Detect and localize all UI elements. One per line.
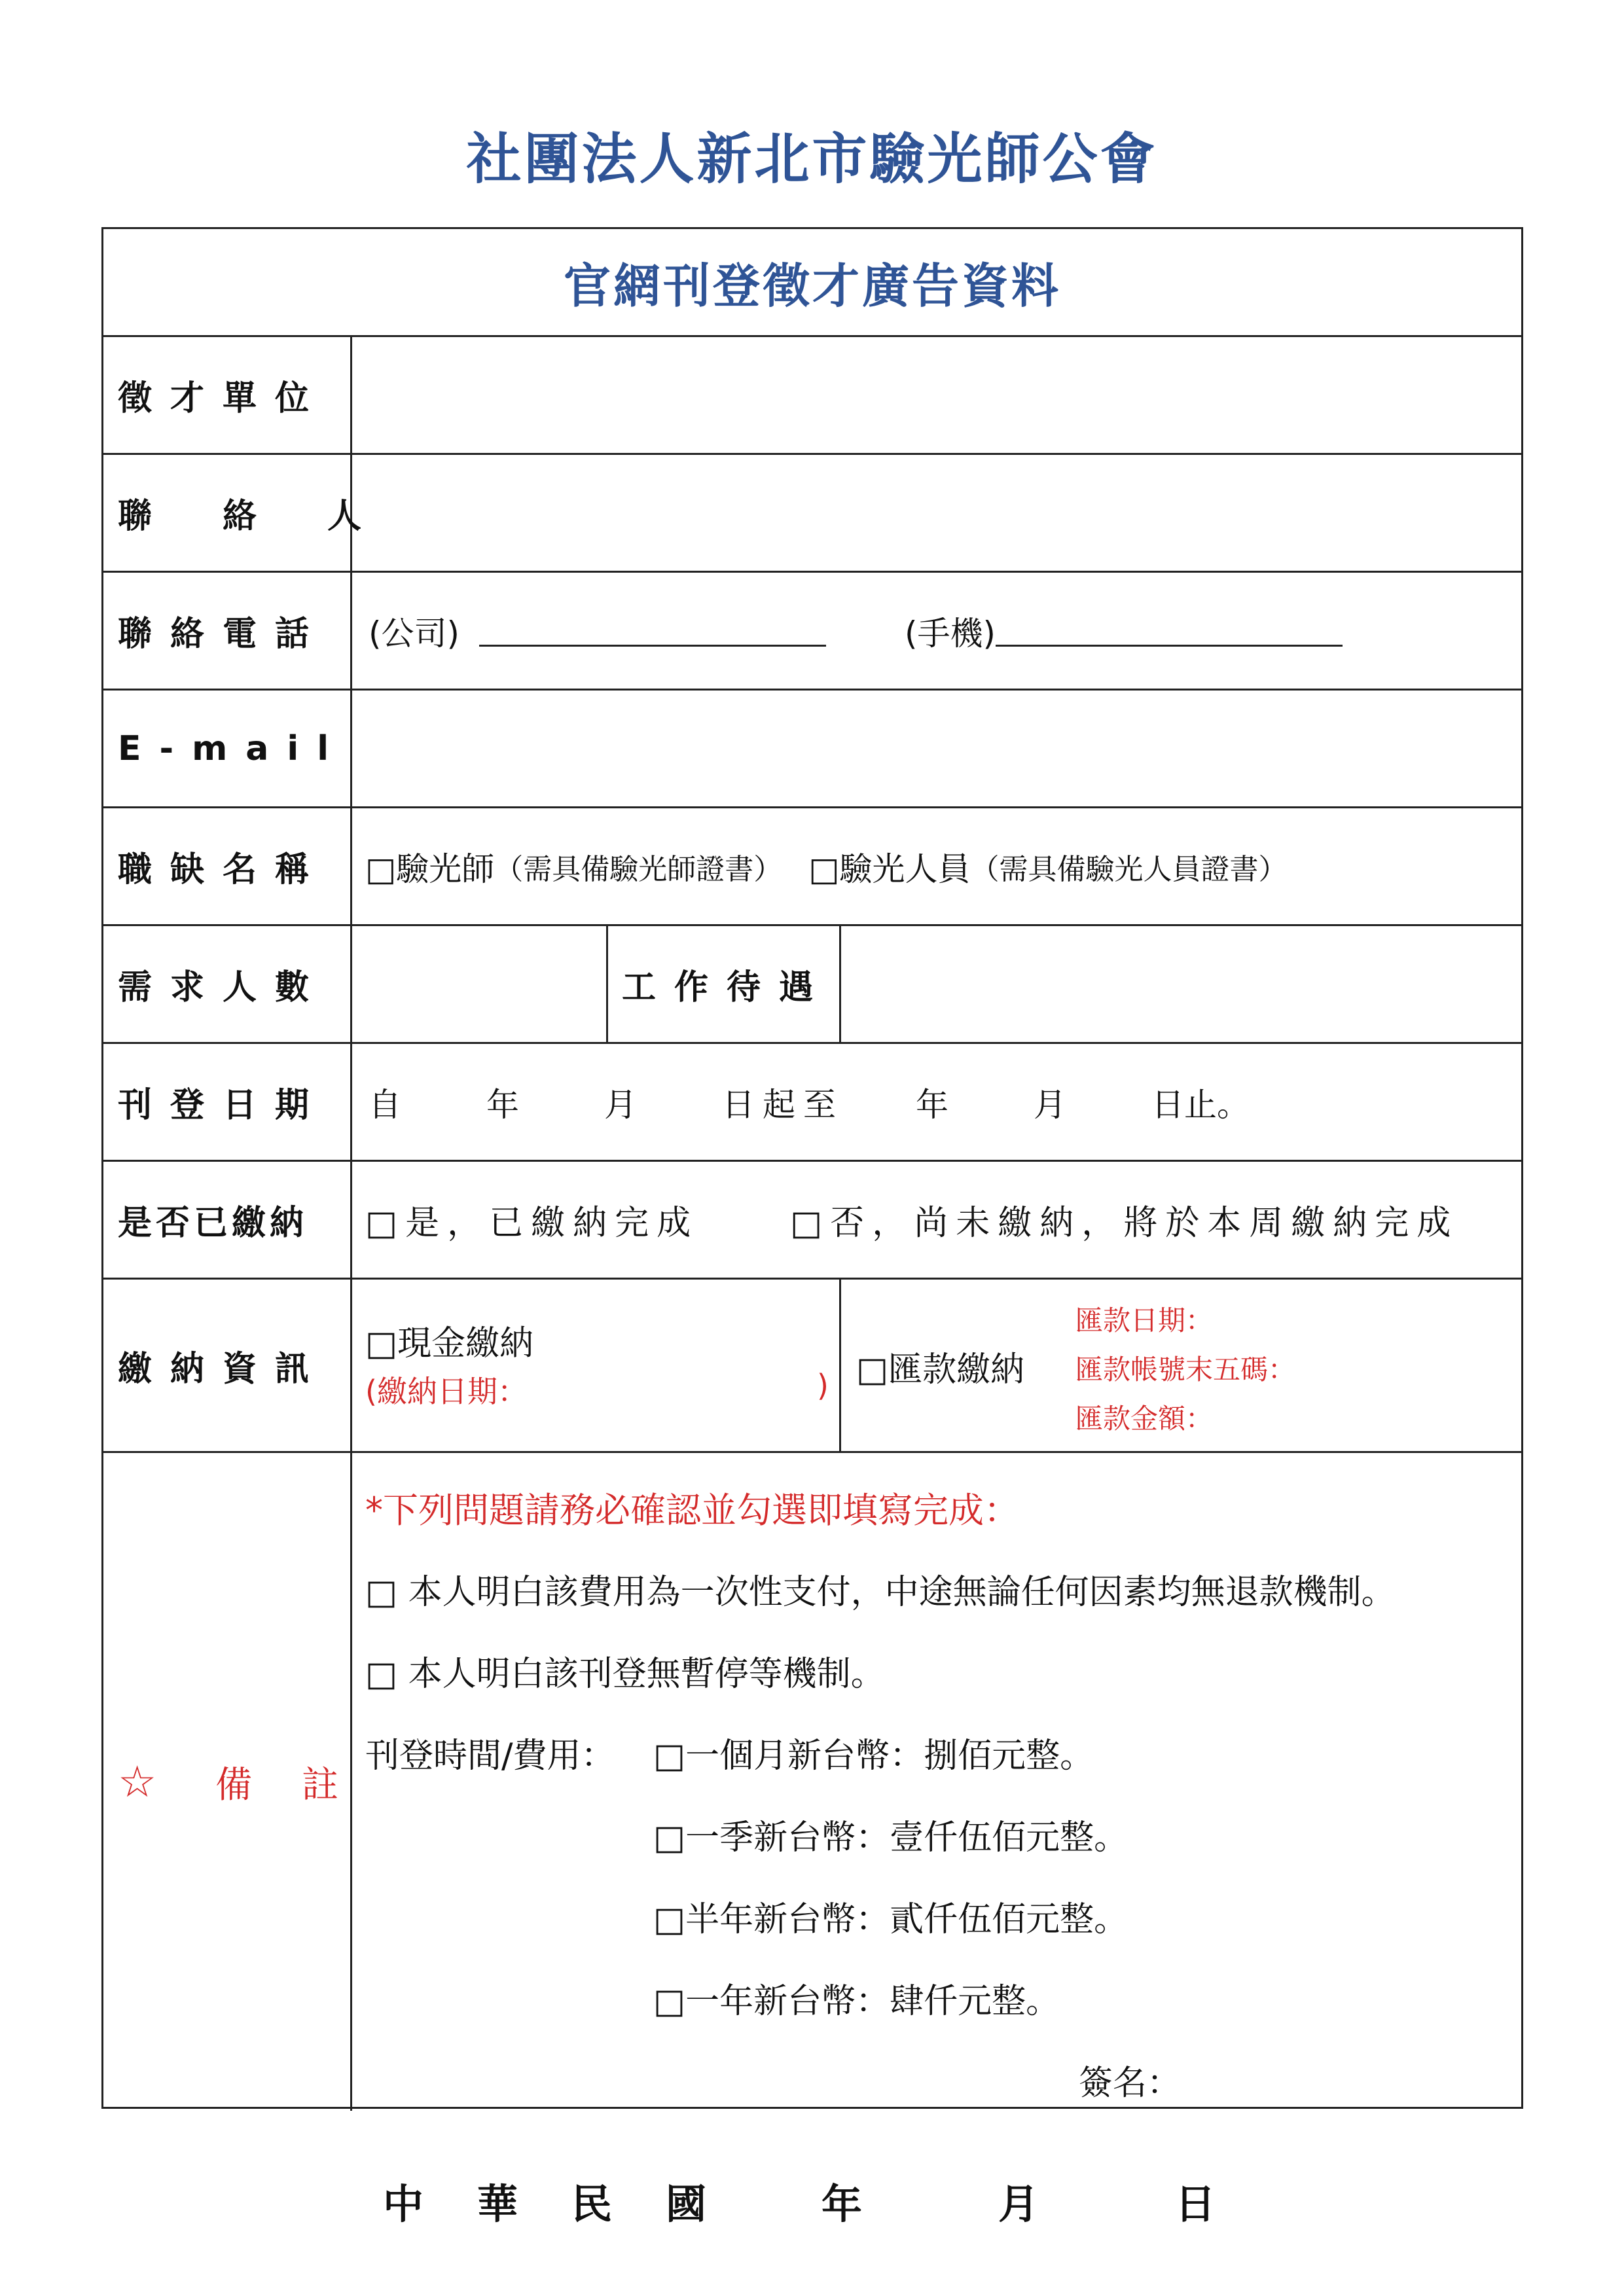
remarks-label: 備 註 [215,1763,346,1806]
headcount-row [103,926,1521,1044]
phone-label: 聯絡電話 [103,573,352,689]
period-month-1: 月 [604,1085,637,1124]
transfer-date-label: 匯款日期： [1075,1304,1214,1336]
payment-row [103,1280,1521,1453]
period-label: 刊登日期 [103,1044,352,1160]
footer-day: 日 [1175,2180,1216,2228]
page-title: 社團法人新北市驗光師公會 [466,127,1158,191]
cash-date-label: (繳納日期： [365,1374,528,1409]
period-row [103,1044,1521,1162]
footer-month: 月 [998,2180,1039,2228]
position-label: 職缺名稱 [103,808,352,924]
period-day-2: 日止。 [1151,1085,1250,1124]
email-label: E-mail [103,691,352,806]
footer-era: 中 華 民 國 [383,2180,713,2228]
fee-label: 刊登時間/費用： [365,1736,615,1776]
period-month-2: 月 [1034,1085,1066,1124]
fee-option-half-year[interactable]: □半年新台幣：貳仟伍佰元整。 [653,1900,1128,1939]
company-phone-label: (公司) [369,614,460,653]
company-phone-field[interactable] [479,615,826,647]
transfer-amount-label: 匯款金額： [1075,1403,1214,1435]
contact-label: 聯 絡 人 [103,455,352,571]
headcount-label: 需求人數 [103,926,352,1042]
fee-option-one-year[interactable]: □一年新台幣：肆仟元整。 [653,1982,1060,2021]
mobile-phone-field[interactable] [996,615,1343,647]
fee-option-one-month[interactable]: □一個月新台幣：捌佰元整。 [653,1736,1094,1776]
position-option-optometrist-note: （需具備驗光師證書） [494,852,783,886]
period-year-2: 年 [916,1085,948,1124]
employer-label: 徵才單位 [103,337,352,453]
confirm-no-pause-checkbox[interactable]: □ 本人明白該刊登無暫停等機制。 [365,1655,885,1694]
fee-option-one-season[interactable]: □一季新台幣：壹仟伍佰元整。 [653,1818,1128,1857]
contact-row [103,455,1521,573]
employer-row [103,337,1521,455]
paid-no-option[interactable]: □否，尚未繳納，將於本周繳納完成 [790,1204,1459,1243]
transfer-account-label: 匯款帳號末五碼： [1075,1354,1296,1386]
paid-row [103,1162,1521,1280]
period-year-1: 年 [486,1085,519,1124]
payment-label: 繳納資訊 [103,1280,352,1451]
position-row [103,808,1521,926]
position-option-optometry-staff-note: （需具備驗光人員證書） [970,852,1288,886]
cash-option[interactable]: □現金繳納 [365,1324,534,1363]
mobile-phone-label: (手機) [905,614,996,653]
email-row [103,691,1521,808]
paid-yes-option[interactable]: □是，已繳納完成 [365,1204,699,1243]
position-option-optometrist[interactable]: □驗光師 [365,850,495,888]
form-subtitle: 官網刊登徵才廣告資料 [103,229,1521,337]
period-from: 自 [369,1085,401,1124]
transfer-option[interactable]: □匯款繳納 [856,1350,1025,1390]
paid-label: 是否已繳納 [103,1162,352,1278]
position-option-optometry-staff[interactable]: □驗光人員 [808,850,971,888]
remarks-instruction: *下列問題請務必確認並勾選即填寫完成： [365,1490,1019,1531]
footer-year: 年 [821,2180,863,2228]
salary-label: 工作待遇 [622,968,832,1007]
remarks-row [103,1453,1521,2111]
signature-label: 簽名： [1079,2064,1182,2103]
phone-row [103,573,1521,691]
confirm-no-refund-checkbox[interactable]: □ 本人明白該費用為一次性支付，中途無論任何因素均無退款機制。 [365,1573,1396,1612]
cash-date-close: ) [817,1368,829,1403]
ad-form-table [101,227,1523,2109]
star-icon: ☆ [118,1757,157,1807]
period-day-1: 日起至 [722,1085,844,1124]
